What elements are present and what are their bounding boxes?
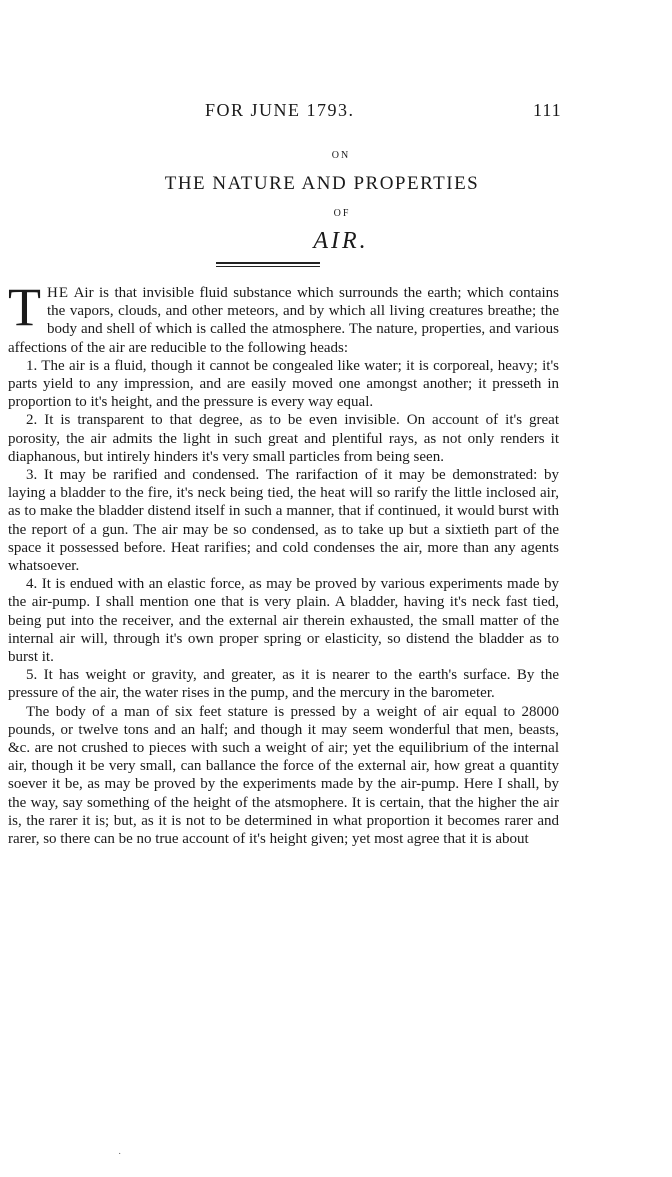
- drop-cap: T: [8, 277, 41, 337]
- paragraph-intro: [8, 277, 559, 357]
- heading-of: OF: [333, 208, 351, 219]
- paragraph-text: Air is that invisible fluid substance which surrounds the earth; which contains the vapors, clouds, and other meteors, and by which all living creatures breathe; the body and shell of which is called the atmosphere. The nature, properties, and various affections of the air are reducible to the following heads:: [8, 285, 559, 356]
- heading-on: ON: [331, 150, 351, 161]
- title-rule-thin: [216, 266, 320, 267]
- running-head: [0, 100, 672, 124]
- paragraph-2: 2. It is transparent to that degree, as to be even invisible. On account of it's great porosity, the air admits the light in such great and plentiful rays, as not only renders it diaphanous, but intirely hinders it's very small particles from being seen.: [8, 412, 559, 465]
- article-title: THE NATURE AND PROPERTIES: [164, 173, 480, 194]
- footer-mark: ˙: [118, 1152, 122, 1163]
- paragraph-3: 3. It may be rarified and condensed. The rarifaction of it may be demonstrated: by laying a bladder to the fire, it's neck being tied, the heat will so rarify the little inclosed air, as to make the bladder distend itself in such a manner, that if continued, it would burst with the report of a gun. The air may be so condensed, as to take up but a sixtieth part of the space it possessed before. Heat rarifies; and cold condenses the air, more than any agents whatsoever.: [8, 467, 559, 575]
- title-rule-thick: [216, 262, 320, 264]
- paragraph-6: The body of a man of six feet stature is pressed by a weight of air equal to 28000 pounds, or twelve tons and an half; and though it may seem wonderful that men, beasts, &c. are not crushed to pieces with such a weight of air; yet the equilibrium of the internal air, though it be very small, can ballance the force of the external air, how great a quantity soever it be, as may be proved by the experiments made by the air-pump. Here I shall, by the way, say something of the height of the atsmophere. It is certain, that the higher the air is, the rarer it is; but, as it is not to be determined in what proportion it becomes rarer and rarer, so there can be no true account of it's height given; yet most agree that it is about: [8, 703, 559, 848]
- article-body: [8, 277, 559, 848]
- article-subject: AIR.: [313, 228, 369, 254]
- paragraph-5: 5. It has weight or gravity, and greater, as it is nearer to the earth's surface. By the pressure of the air, the water rises in the pump, and the mercury in the barometer.: [8, 667, 559, 702]
- page-number: 111: [533, 100, 562, 120]
- lead-caps: HE: [47, 285, 69, 301]
- running-title: FOR JUNE 1793.: [205, 100, 355, 120]
- paragraph-4: 4. It is endued with an elastic force, as may be proved by various experiments made by the air-pump. I shall mention one that is very plain. A bladder, having it's neck fast tied, being put into the receiver, and the external air therein exhausted, the small matter of the internal air will, through it's own proper spring or elasticity, so distend the bladder as to burst it.: [8, 576, 559, 666]
- paragraph-1: 1. The air is a fluid, though it cannot be congealed like water; it is corporeal, heavy; it's parts yield to any impression, and are easily moved one amongst another; it presseth in proportion to it's height, and the pressure is every way equal.: [8, 357, 559, 411]
